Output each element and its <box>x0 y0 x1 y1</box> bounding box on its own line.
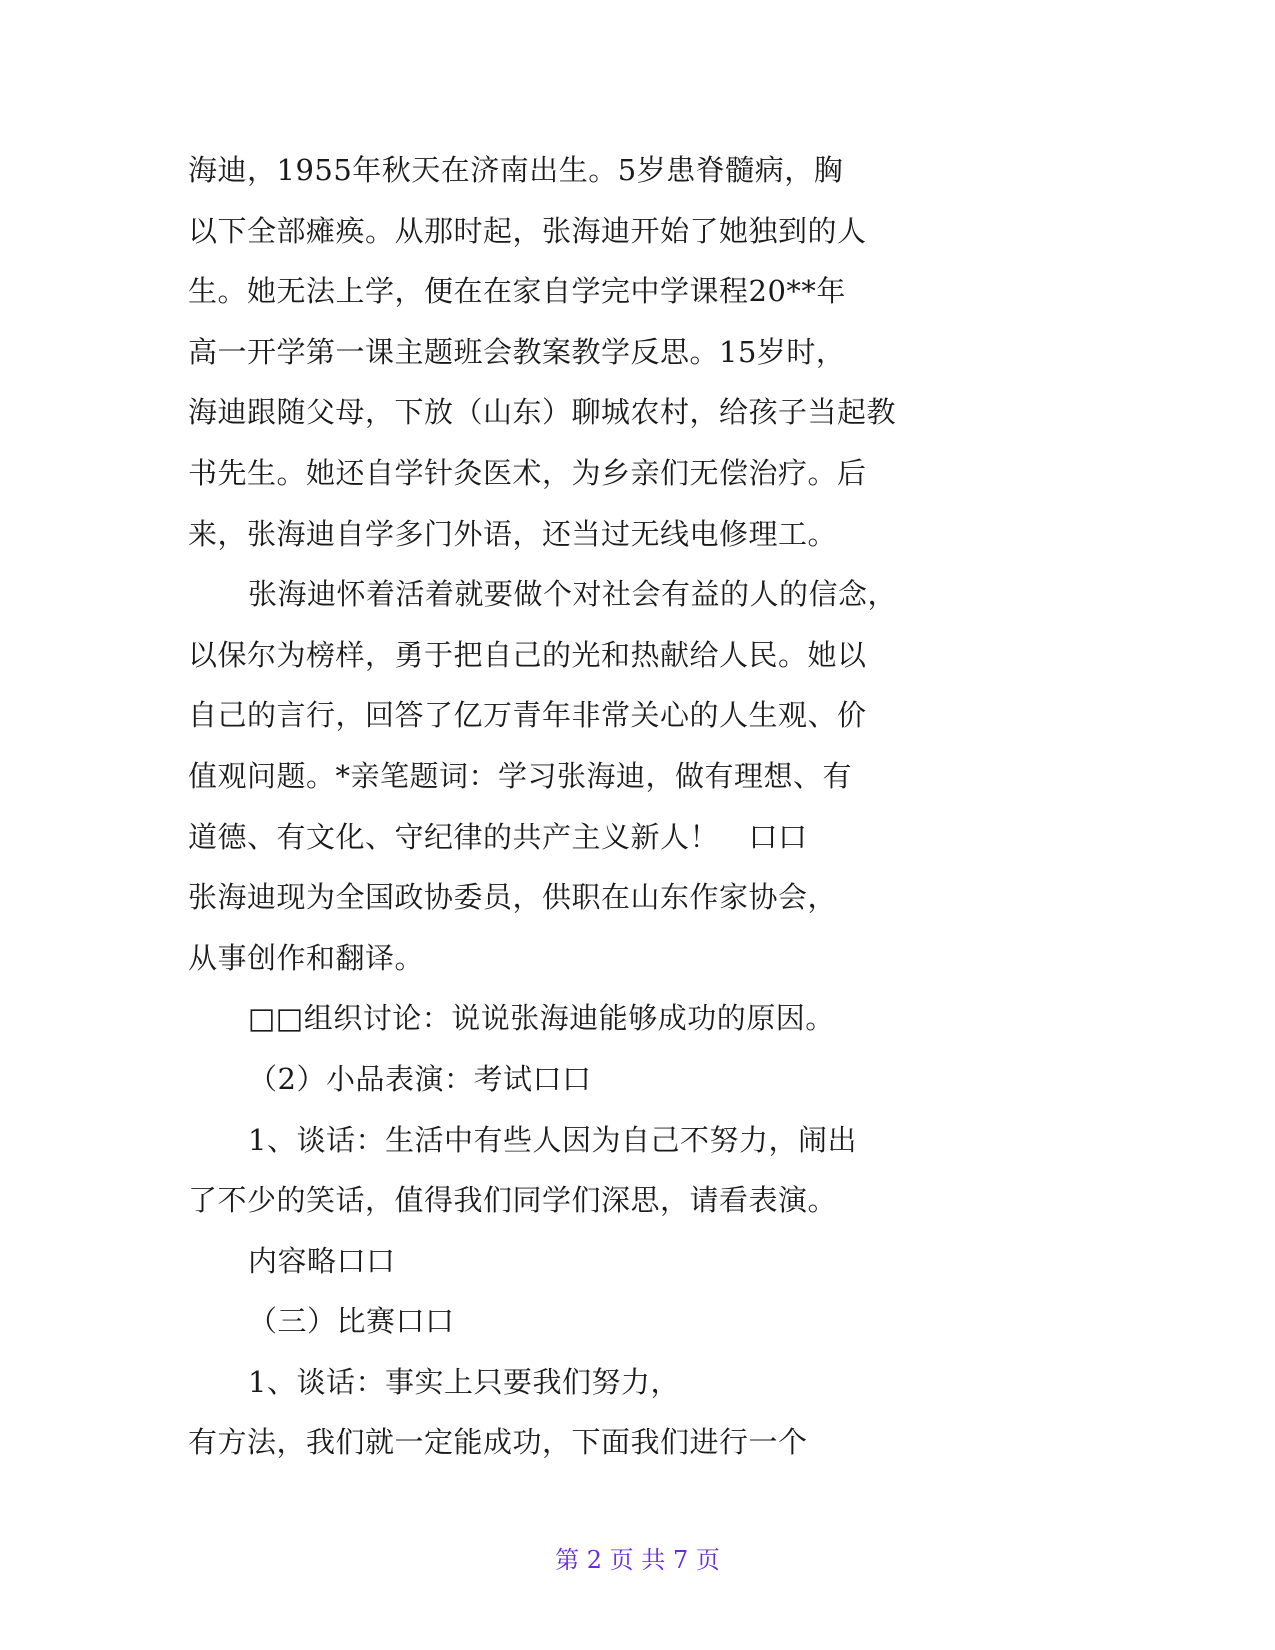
text-line: 海迪跟随父母，下放（山东）聊城农村，给孩子当起教 <box>188 395 897 430</box>
text-line: 道德、有文化、守纪律的共产主义新人！ 口口 <box>188 819 808 854</box>
text-line: 生。她无法上学，便在在家自学完中学课程20**年 <box>188 274 846 309</box>
text-line: 自己的言行，回答了亿万青年非常关心的人生观、价 <box>188 698 867 733</box>
text-line: 来，张海迪自学多门外语，还当过无线电修理工。 <box>188 516 838 551</box>
paragraph-first-line: 1、谈话：生活中有些人因为自己不努力，闹出 <box>248 1122 857 1157</box>
text-line: 张海迪现为全国政协委员，供职在山东作家协会， <box>188 880 838 915</box>
text-line: 以下全部瘫痪。从那时起，张海迪开始了她独到的人 <box>188 213 867 248</box>
paragraph-first-line: 1、谈话：事实上只要我们努力， <box>248 1364 680 1399</box>
page-number-footer <box>0 1540 1275 1575</box>
text-line: 从事创作和翻译。 <box>188 940 425 975</box>
text-line: 值观问题。*亲笔题词：学习张海迪，做有理想、有 <box>188 758 853 793</box>
paragraph-first-line: 张海迪怀着活着就要做个对社会有益的人的信念， <box>248 577 898 612</box>
footer-total-pages: 7 <box>672 1546 689 1574</box>
text-line: 书先生。她还自学针灸医术，为乡亲们无偿治疗。后 <box>188 455 867 490</box>
footer-suffix: 页 <box>695 1546 720 1574</box>
paragraph-first-line: 内容略口口 <box>248 1243 396 1278</box>
section-heading: （2）小品表演：考试口口 <box>248 1061 592 1096</box>
text-line: 以保尔为榜样，勇于把自己的光和热献给人民。她以 <box>188 637 867 672</box>
text-line: 有方法，我们就一定能成功，下面我们进行一个 <box>188 1425 808 1460</box>
paragraph-first-line: □□组织讨论：说说张海迪能够成功的原因。 <box>248 1001 835 1036</box>
footer-middle: 页 共 <box>609 1546 666 1574</box>
text-line: 了不少的笑话，值得我们同学们深思，请看表演。 <box>188 1183 838 1218</box>
body-text <box>188 140 948 1473</box>
section-heading: （三）比赛口口 <box>248 1304 455 1339</box>
footer-prefix: 第 <box>555 1546 580 1574</box>
text-line: 海迪，1955年秋天在济南出生。5岁患脊髓病，胸 <box>188 153 844 187</box>
footer-current-page: 2 <box>586 1546 603 1574</box>
text-line: 高一开学第一课主题班会教案教学反思。15岁时， <box>188 334 846 369</box>
